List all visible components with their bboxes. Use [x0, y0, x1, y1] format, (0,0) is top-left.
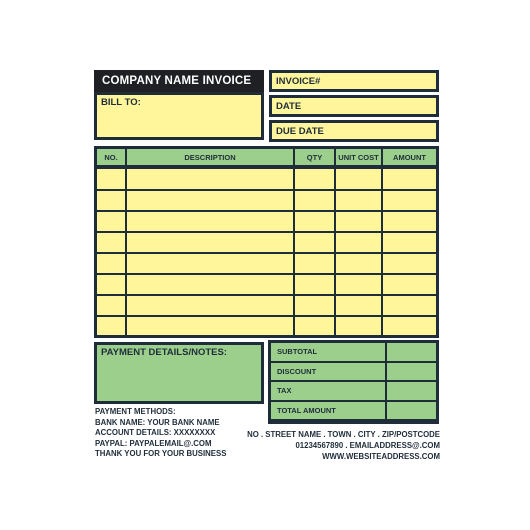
business-address [247, 429, 440, 462]
row-divider [97, 189, 436, 191]
paypal-line: PAYPAL: PAYPALEMAIL@.COM [95, 438, 212, 448]
payment-methods [95, 407, 226, 460]
payment-methods-heading: PAYMENT METHODS: [95, 407, 176, 416]
column-header-qty: QTY [295, 149, 336, 165]
column-divider [334, 169, 336, 335]
items-table-body[interactable] [94, 168, 439, 338]
column-header-amount: AMOUNT [393, 152, 426, 162]
row-divider [97, 273, 436, 275]
discount-label: DISCOUNT [277, 366, 317, 376]
payment-notes-label: PAYMENT DETAILS/NOTES: [101, 347, 227, 358]
thank-you-line: THANK YOU FOR YOUR BUSINESS [95, 449, 227, 459]
totals-box [268, 340, 439, 424]
column-divider [125, 169, 127, 335]
column-header-unit-cost: UNIT COST [336, 149, 383, 165]
bank-name-line: BANK NAME: YOUR BANK NAME [95, 417, 220, 427]
tax-label: TAX [277, 386, 292, 396]
total-amount-row[interactable] [271, 402, 436, 422]
phone-email-line: 01234567890 . EMAILADDRESS@.COM [295, 441, 440, 450]
row-divider [97, 252, 436, 254]
bill-to-label: BILL TO: [101, 97, 141, 108]
account-details-line: ACCOUNT DETAILS: XXXXXXXX [95, 428, 216, 438]
website-line: WWW.WEBSITEADDRESS.COM [322, 452, 440, 461]
date-label: DATE [276, 101, 302, 112]
discount-row[interactable] [271, 363, 436, 383]
row-divider [97, 294, 436, 296]
row-divider [97, 315, 436, 317]
total-amount-label: TOTAL AMOUNT [277, 405, 336, 415]
column-divider [293, 169, 295, 335]
column-header-no: NO. [97, 149, 127, 165]
due-date-label: DUE DATE [276, 126, 324, 137]
company-invoice-title: COMPANY NAME INVOICE [94, 70, 264, 92]
items-table-header [94, 146, 439, 168]
tax-row[interactable] [271, 382, 436, 402]
street-address-line: NO . STREET NAME . TOWN . CITY . ZIP/POSTCODE [247, 430, 440, 439]
subtotal-row[interactable] [271, 343, 436, 363]
row-divider [97, 231, 436, 233]
totals-column-divider [385, 343, 387, 421]
invoice-number-label: INVOICE# [276, 76, 321, 87]
row-divider [97, 210, 436, 212]
subtotal-label: SUBTOTAL [277, 347, 318, 357]
column-divider [381, 169, 383, 335]
column-header-description: DESCRIPTION [127, 149, 295, 165]
